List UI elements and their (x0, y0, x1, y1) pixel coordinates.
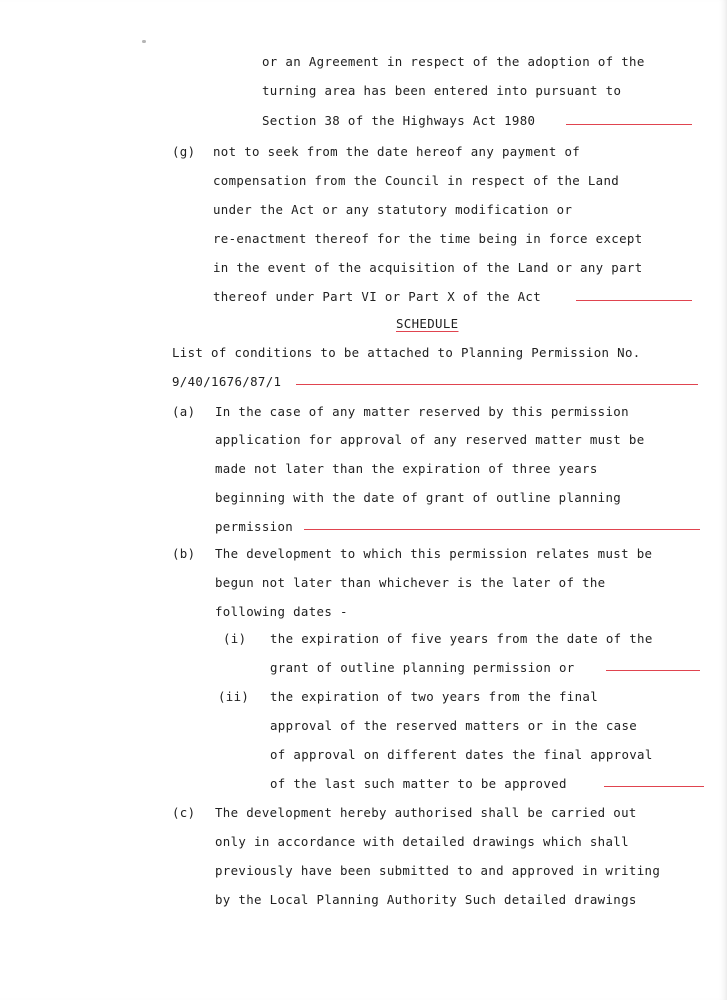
text-line: in the event of the acquisition of the Land or any part (213, 260, 643, 275)
text-line: of the last such matter to be approved (270, 776, 567, 791)
text-line: application for approval of any reserved matter must be (215, 432, 645, 447)
text-line: or an Agreement in respect of the adoption of the (262, 54, 645, 69)
text-line: The development to which this permission relates must be (215, 546, 653, 561)
text-line: by the Local Planning Authority Such detailed drawings (215, 892, 637, 907)
punch-mark (142, 40, 146, 43)
text-line: Section 38 of the Highways Act 1980 (262, 113, 536, 128)
text-line: the expiration of five years from the date of the (270, 631, 653, 646)
text-line: not to seek from the date hereof any payment of (213, 144, 581, 159)
text-line: turning area has been entered into pursuant to (262, 83, 622, 98)
text-line: made not later than the expiration of three years (215, 461, 598, 476)
text-line: following dates - (215, 604, 348, 619)
text-line: under the Act or any statutory modification or (213, 202, 573, 217)
schedule-heading: SCHEDULE (396, 316, 459, 331)
subclause-label: (ii) (218, 689, 250, 704)
text-line: compensation from the Council in respect of the Land (213, 173, 620, 188)
subclause-label: (i) (223, 631, 247, 646)
red-rule (304, 529, 700, 530)
text-line: thereof under Part VI or Part X of the Act (213, 289, 542, 304)
text-line: previously have been submitted to and approved in writing (215, 863, 661, 878)
text-line: permission (215, 519, 294, 534)
text-line: only in accordance with detailed drawings which shall (215, 834, 629, 849)
clause-label: (a) (172, 404, 196, 419)
red-rule (604, 786, 704, 787)
red-rule (606, 670, 700, 671)
red-rule (566, 124, 692, 125)
text-line: The development hereby authorised shall be carried out (215, 805, 637, 820)
text-line: begun not later than whichever is the later of the (215, 575, 606, 590)
text-line: re-enactment thereof for the time being in force except (213, 231, 643, 246)
text-line: In the case of any matter reserved by this permission (215, 404, 629, 419)
red-rule (296, 384, 698, 385)
text-line: List of conditions to be attached to Planning Permission No. (172, 345, 641, 360)
clause-label: (g) (172, 144, 196, 159)
permission-number: 9/40/1676/87/1 (172, 374, 282, 389)
clause-label: (b) (172, 546, 196, 561)
text-line: approval of the reserved matters or in the case (270, 718, 638, 733)
red-rule (576, 300, 692, 301)
text-line: of approval on different dates the final approval (270, 747, 653, 762)
text-line: grant of outline planning permission or (270, 660, 575, 675)
text-line: the expiration of two years from the final (270, 689, 599, 704)
text-line: beginning with the date of grant of outline planning (215, 490, 622, 505)
clause-label: (c) (172, 805, 196, 820)
